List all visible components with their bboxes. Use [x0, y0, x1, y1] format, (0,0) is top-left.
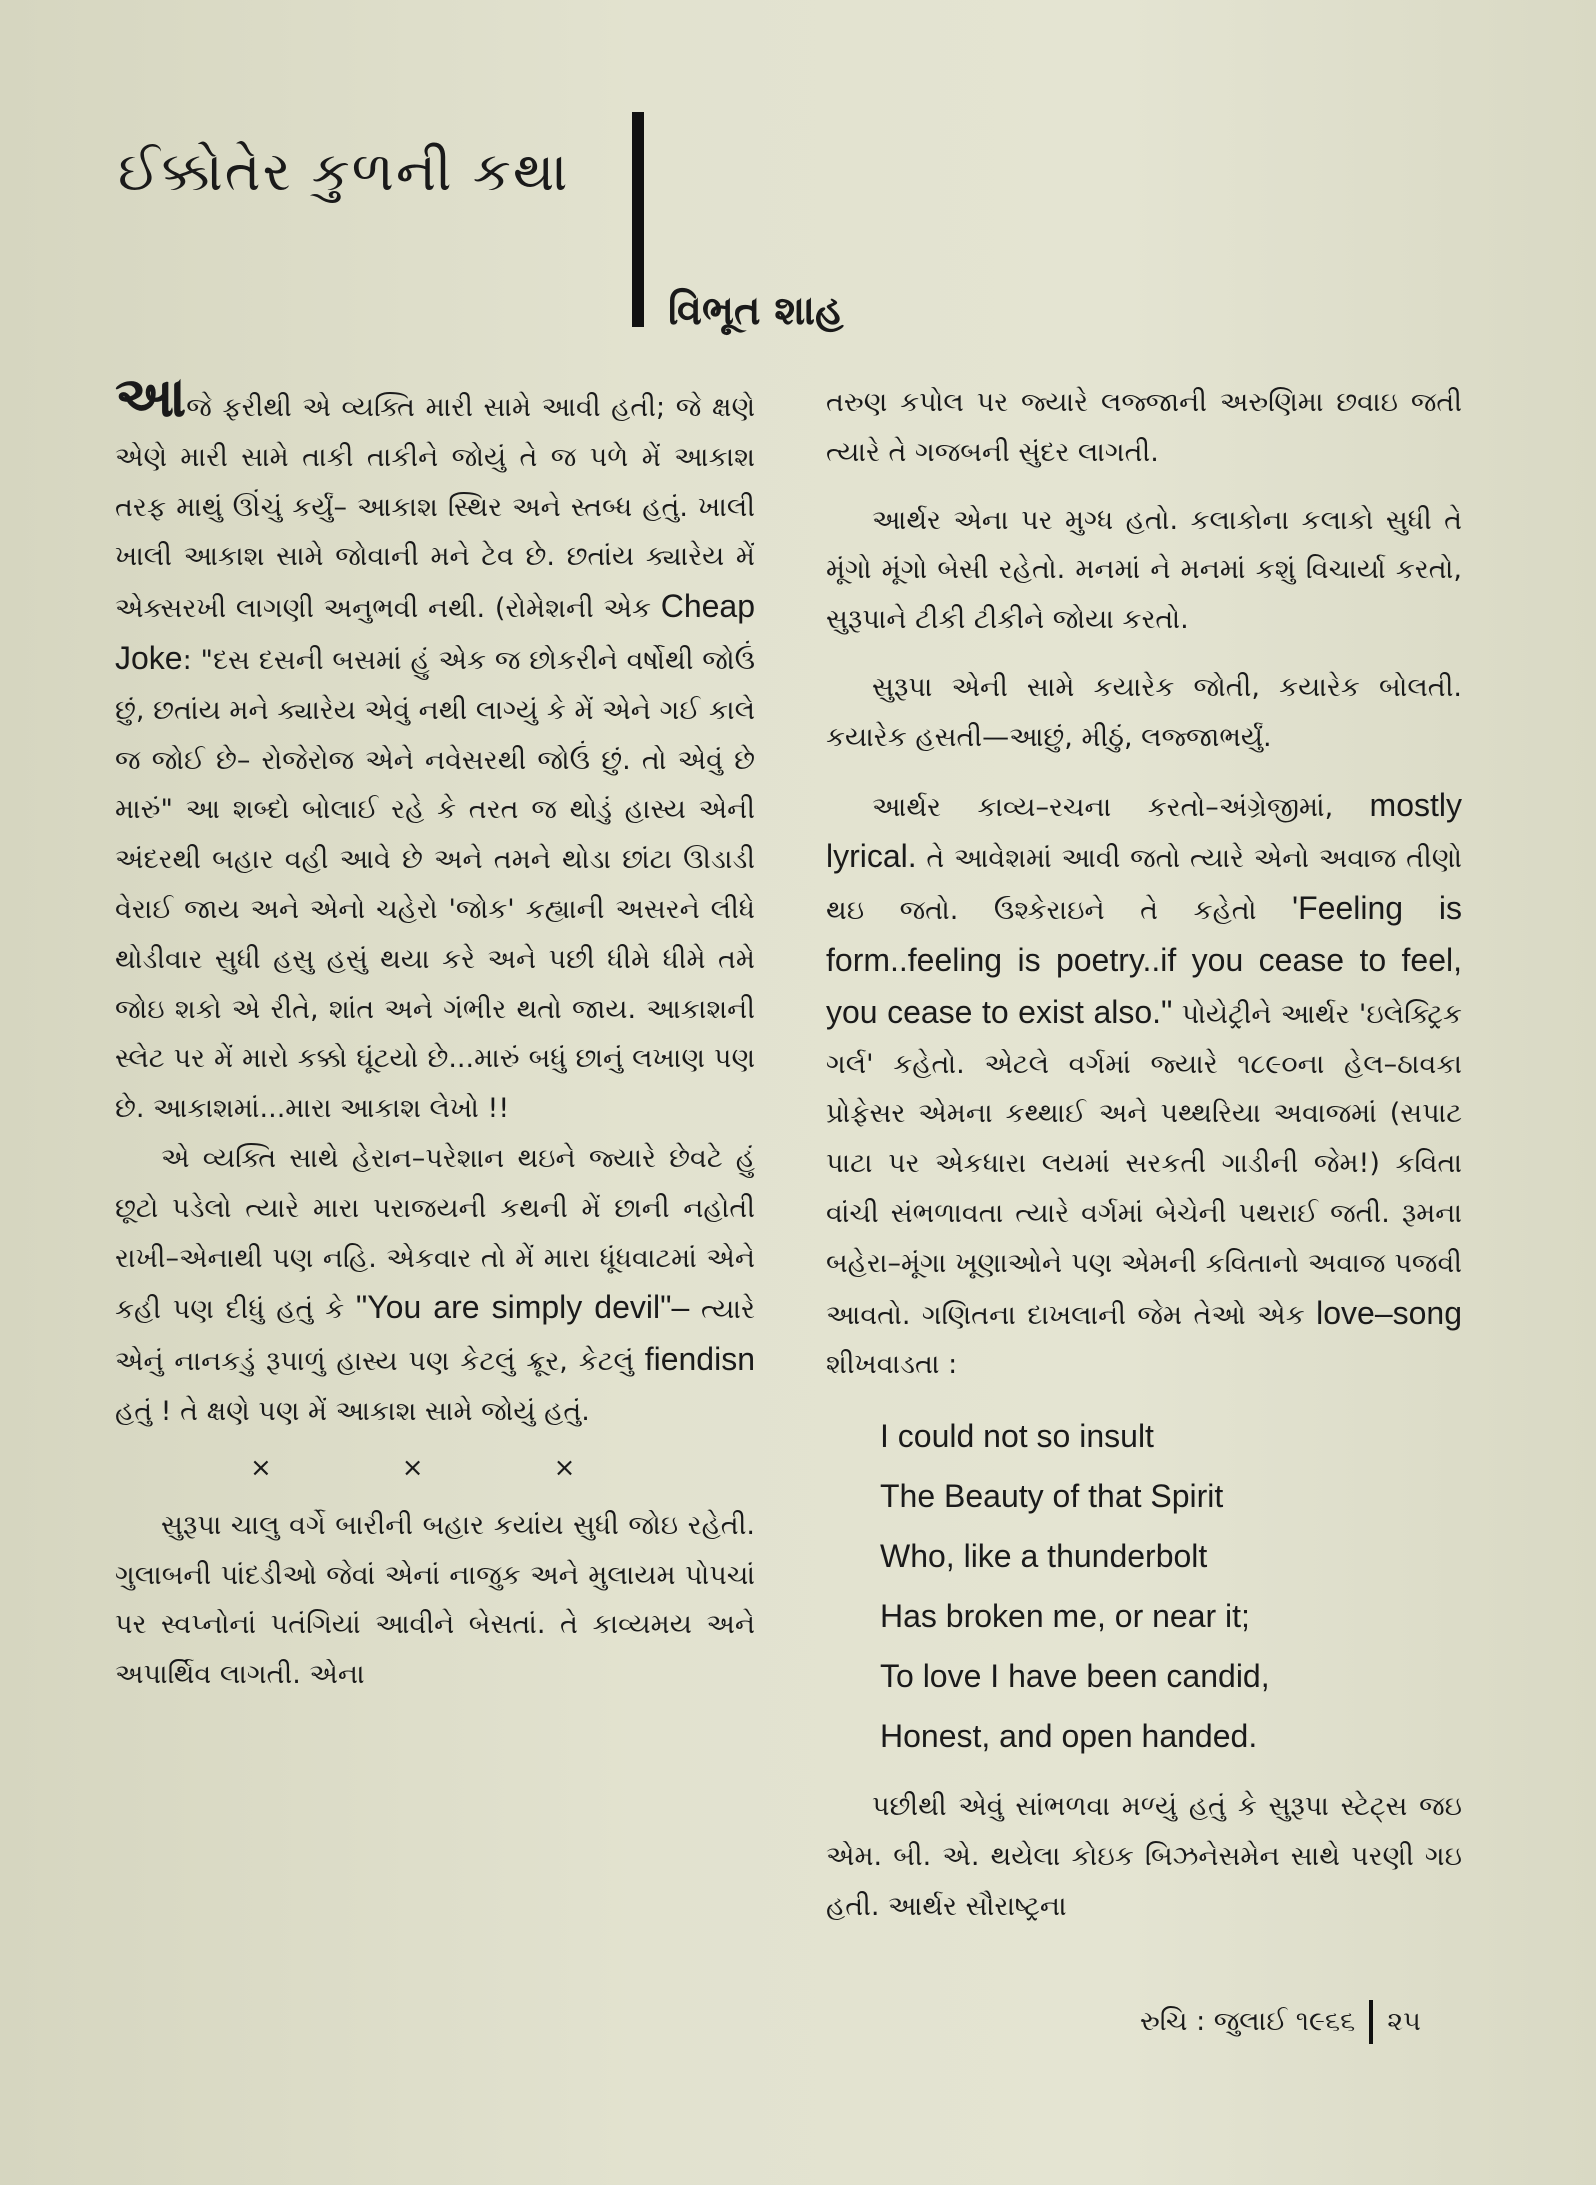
article-author: વિભૂત શાહ [668, 288, 844, 334]
english-phrase: Cheap Joke [115, 588, 755, 676]
poem-line: Honest, and open handed. [880, 1718, 1258, 1755]
paragraph [826, 378, 1462, 478]
paragraph-text: સુરૂપા એની સામે કયારેક જોતી, કયારેક બોલતી. કયારેક હસતી—આછું, મીઠું, લજ્જાભર્યું. [826, 671, 1462, 753]
paragraph-text: : "દસ દસની બસમાં હું એક જ છોકરીને વર્ષોથી જોઉં છું, છતાંય મને ક્યારેય એવું નથી લાગ્યું કે મેં એને ગઈ કાલે જ જોઈ છે– રોજેરોજ એને નવેસરથી જોઉં છું. તો એવું છે મારું" આ શબ્દો બોલાઈ રહે કે તરત જ થોડું હાસ્ય એની અંદરથી બહાર વહી આવે છે અને તમને થોડા છાંટા ઊડાડી વેરાઈ જાય અને એનો ચહેરો 'જોક' કહ્યાની અસરને લીધે થોડીવાર સુધી હસુ હસું થયા કરે અને પછી ધીમે ધીમે તમે જોઇ શકો એ રીતે, શાંત અને ગંભીર થતો જાય. આકાશની સ્લેટ પર મેં મારો કક્કો ઘૂંટયો છે...મારું બધું છાનું લખાણ પણ છે. આકાશમાં...મારા આકાશ લેખો !! [115, 644, 755, 1125]
english-phrase: mostly lyrical. [826, 786, 1462, 875]
paragraph [826, 663, 1462, 763]
english-phrase: love–song [1316, 1294, 1462, 1331]
magazine-issue: રુચિ : જુલાઈ ૧૯૬૬ [1140, 2006, 1356, 2037]
poem-line: Who, like a thunderbolt [880, 1538, 1208, 1575]
left-column [115, 365, 755, 1700]
separator-mark: × [401, 1452, 424, 1483]
separator-mark: × [250, 1452, 272, 1483]
paragraph-text: શીખવાડતા : [826, 1349, 958, 1381]
paragraph [115, 1134, 755, 1437]
english-phrase: "You are simply devil"– [355, 1289, 690, 1326]
poem-block [826, 1406, 1462, 1766]
paragraph-text: તરુણ કપોલ પર જ્યારે લજ્જાની અરુણિમા છવાઇ જતી ત્યારે તે ગજબની સુંદર લાગતી. [826, 387, 1462, 468]
english-phrase: 'Feeling is form..feeling is poetry..if you cease to feel, you cease to exist also." [826, 890, 1462, 1030]
paragraph-text: હતું ! તે ક્ષણે પણ મેં આકાશ સામે જોયું હતું. [115, 1395, 590, 1427]
paragraph-text: સુરૂપા ચાલુ વર્ગે બારીની બહાર કયાંય સુધી જોઇ રહેતી. ગુલાબની પાંદડીઓ જેવાં એનાં નાજુક અને મુલાયમ પોપચાં પર સ્વપ્નોનાં પતંગિયાં આવીને બેસતાં. તે કાવ્યમય અને અપાર્થિવ લાગતી. એના [115, 1509, 755, 1691]
poem-line: The Beauty of that Spirit [880, 1478, 1224, 1515]
poem-line: Has broken me, or near it; [880, 1598, 1250, 1635]
poem-line: To love I have been candid, [880, 1658, 1270, 1695]
paragraph-text: પછીથી એવું સાંભળવા મળ્યું હતું કે સુરૂપા સ્ટેટ્સ જઇ એમ. બી. એ. થયેલા કોઇક બિઝનેસમેન સાથે પરણી ગઇ હતી. આર્થર સૌરાષ્ટ્રના [826, 1791, 1462, 1922]
title-divider [632, 112, 644, 327]
page-footer [1140, 2000, 1421, 2044]
paragraph-text: આર્થર કાવ્ય–રચના કરતો–અંગ્રેજીમાં, [872, 791, 1334, 823]
paragraph-text: જે ફરીથી એ વ્યક્તિ મારી સામે આવી હતી; જે ક્ષણે એણે મારી સામે તાકી તાકીને જોયું તે જ પળે મેં આકાશ તરફ માથું ઊંચું કર્યું– આકાશ સ્થિર અને સ્તબ્ધ હતું. ખાલી ખાલી આકાશ સામે જોવાની મને ટેવ છે. છતાંય ક્યારેય મેં એક્સરખી લાગણી અનુભવી નથી. (રોમેશની એક [115, 392, 755, 625]
paragraph [115, 365, 755, 1134]
paragraph [826, 496, 1462, 645]
paragraph-text: એ વ્યક્તિ સાથે હેરાન–પરેશાન થઇને જ્યારે છેવટે હું છૂટો પડેલો ત્યારે મારા પરાજયની કથની મેં છાની નહોતી રાખી–એનાથી પણ નહિ. એકવાર તો મેં મારા ધૂંધવાટમાં એને કહી પણ દીધું હતું કે [115, 1142, 755, 1326]
paragraph [826, 781, 1462, 1391]
paragraph [826, 1782, 1462, 1931]
footer-divider [1369, 2000, 1373, 2044]
paragraph-text: પોયેટ્રીને આર્થર 'ઇલેક્ટ્રિક ગર્લ' કહેતો. એટલે વર્ગમાં જ્યારે ૧૮૯૦ના હેલ–ઠાવકા પ્રોફેસર એમના કથ્થાઈ અને પથ્થરિયા અવાજમાં (સપાટ પાટા પર એકધારા લયમાં સરકતી ગાડીની જેમ!) કવિતા વાંચી સંભળાવતા ત્યારે વર્ગમાં બેચેની પથરાઈ જતી. રૂમના બહેરા–મૂંગા ખૂણાઓને પણ એમની કવિતાનો અવાજ પજવી આવતો. ગણિતના દાખલાની જેમ તેઓ એક [826, 998, 1462, 1331]
paragraph-text: ત્યારે એનું નાનકડું રૂપાળું હાસ્ય પણ કેટલું ક્રૂર, કેટલું [115, 1294, 755, 1378]
right-column [826, 378, 1462, 1932]
paragraph-text: આર્થર એના પર મુગ્ધ હતો. કલાકોના કલાકો સુધી તે મૂંગો મૂંગો બેસી રહેતો. મનમાં ને મનમાં કશું વિચાર્યા કરતો, સુરૂપાને ટીકી ટીકીને જોયા કરતો. [826, 504, 1462, 636]
paragraph [115, 1501, 755, 1700]
separator-mark: × [553, 1452, 576, 1483]
dropcap: આ [115, 365, 187, 430]
page-number: ૨૫ [1387, 2006, 1421, 2037]
paragraph-text: તે આવેશમાં આવી જતો ત્યારે એનો અવાજ તીણો થઇ જતો. ઉશ્કેરાઇને તે કહેતો [826, 843, 1462, 927]
section-separator [115, 1437, 755, 1501]
article-title: ઈક્કોતેર કુળની કથા [118, 140, 570, 203]
poem-line: I could not so insult [880, 1418, 1154, 1455]
english-phrase: fiendisn [644, 1341, 755, 1378]
